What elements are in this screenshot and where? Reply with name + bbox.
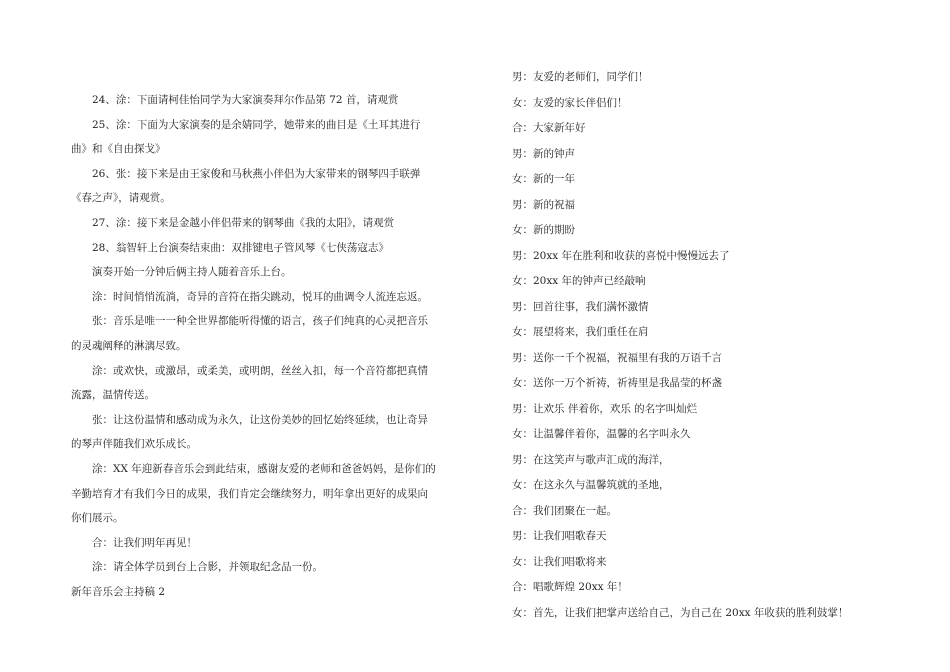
left-column-line: 《春之声》，请观赏。	[71, 192, 171, 205]
left-column-line: 辛勤培育才有我们今日的成果，我们肯定会继续努力，明年拿出更好的成果向	[71, 487, 428, 500]
left-column-line: 曲》和《自由探戈》	[71, 143, 166, 156]
left-column-line: 26、张：接下来是由王家俊和马秋燕小伴侣为大家带来的钢琴四手联弹	[92, 167, 421, 180]
left-column-line: 你们展示。	[71, 512, 124, 525]
right-column-line: 合：唱歌辉煌 20xx 年！	[512, 581, 628, 593]
left-column-line: 新年音乐会主持稿 2	[71, 585, 166, 598]
right-column-line: 女：在这永久与温馨筑就的圣地，	[512, 479, 670, 491]
left-column-line: 的琴声伴随我们欢乐成长。	[71, 438, 197, 451]
right-column-line: 男：让我们唱歌春天	[512, 530, 607, 542]
right-column-line: 男：20xx 年在胜利和收获的喜悦中慢慢远去了	[512, 249, 730, 262]
left-column-line: 的灵魂阐释的淋漓尽致。	[71, 339, 187, 352]
left-column-line: 演奏开始一分钟后俩主持人随着音乐上台。	[92, 266, 292, 279]
right-column-line: 女：首先，让我们把掌声送给自己，为自己在 20xx 年收获的胜利鼓掌！	[512, 606, 849, 619]
left-column-line: 28、翁智轩上台演奏结束曲：双排键电子管风琴《七侠荡寇志》	[92, 241, 389, 254]
left-column	[71, 88, 471, 604]
left-column-line: 涂：XX 年迎新春音乐会到此结束，感谢友爱的老师和爸爸妈妈，是你们的	[92, 462, 436, 475]
right-column-line: 女：送你一万个祈祷，祈祷里是我晶莹的杯盏	[512, 377, 722, 389]
left-column-line: 涂：或欢快，或激昂，或柔美，或明朗，丝丝入扣，每一个音符都把真情	[92, 364, 428, 377]
left-column-line: 涂：请全体学员到台上合影，并领取纪念品一份。	[92, 561, 323, 574]
left-column-line: 张：让这份温情和感动成为永久，让这份美妙的回忆始终延续，也让奇异	[92, 413, 428, 426]
right-column-line: 女：友爱的家长伴侣们！	[512, 96, 628, 109]
left-column-line: 涂：时间悄悄流淌，奇异的音符在指尖跳动，悦耳的曲调令人流连忘返。	[92, 290, 428, 303]
right-column-line: 女：展望将来，我们重任在肩	[512, 326, 649, 338]
right-column-line: 合：大家新年好	[512, 122, 586, 134]
left-column-line: 27、涂：接下来是金越小伴侣带来的钢琴曲《我的太阳》，请观赏	[92, 216, 395, 229]
right-column-line: 男：送你一千个祝福，祝福里有我的万语千言	[512, 351, 722, 364]
right-column	[512, 65, 942, 626]
right-column-line: 女：20xx 年的钟声已经敲响	[512, 275, 646, 287]
left-column-line: 25、涂：下面为大家演奏的是余婧同学，她带来的曲目是《土耳其进行	[92, 118, 421, 131]
right-column-line: 男：回首往事，我们满怀激情	[512, 300, 649, 313]
left-column-line: 24、涂：下面请柯佳怡同学为大家演奏拜尔作品第 72 首，请观赏	[92, 94, 399, 106]
left-column-line: 张：音乐是唯一一种全世界都能听得懂的语言，孩子们纯真的心灵把音乐	[92, 315, 428, 328]
right-column-line: 男：在这笑声与歌声汇成的海洋，	[512, 453, 670, 466]
right-column-line: 女：让温馨伴着你，温馨的名字叫永久	[512, 428, 691, 440]
right-column-line: 女：新的一年	[512, 173, 575, 185]
right-column-line: 男：新的钟声	[512, 147, 575, 160]
right-column-line: 男：新的祝福	[512, 198, 575, 211]
right-column-line: 男：让欢乐 伴着你，欢乐 的名字叫灿烂	[512, 402, 698, 415]
right-column-line: 女：新的期盼	[512, 224, 575, 236]
right-column-line: 合：我们团聚在一起。	[512, 504, 617, 517]
left-column-line: 流露，温情传送。	[71, 389, 155, 402]
right-column-line: 男：友爱的老师们，同学们！	[512, 71, 649, 83]
right-column-line: 女：让我们唱歌将来	[512, 555, 607, 568]
left-column-line: 合：让我们明年再见！	[92, 536, 197, 549]
